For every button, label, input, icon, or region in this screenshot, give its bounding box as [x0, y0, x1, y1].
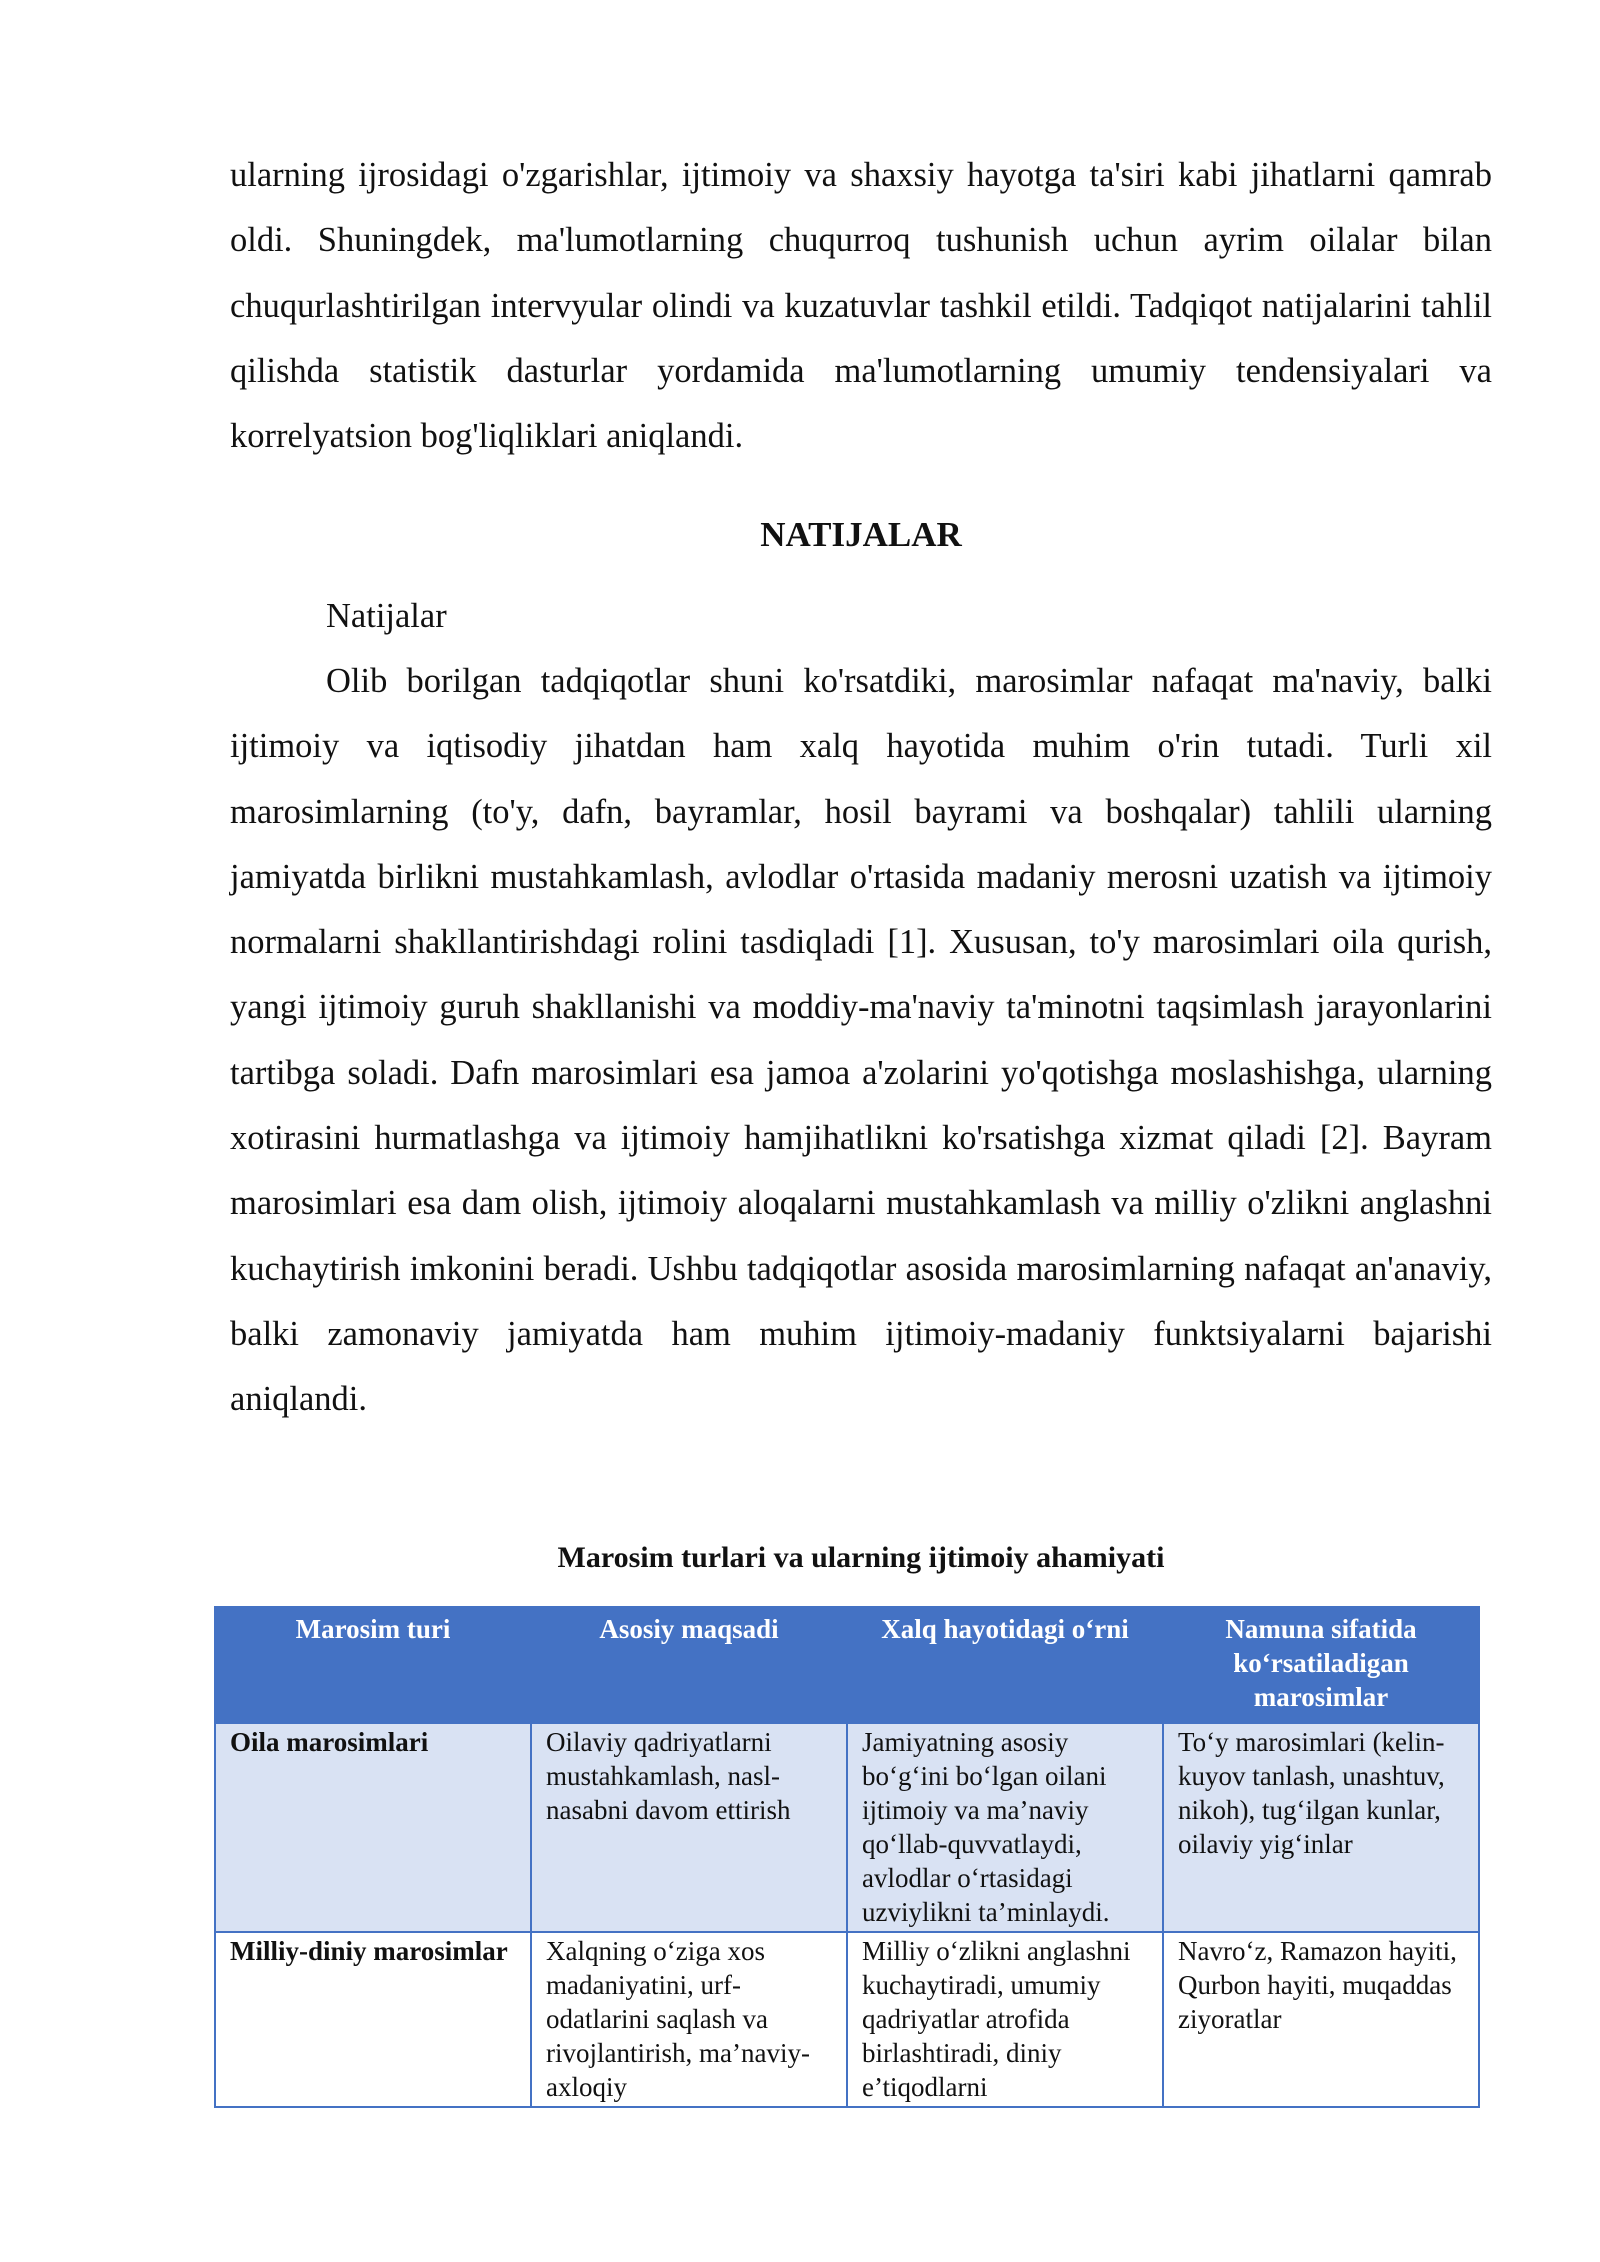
table-title: Marosim turlari va ularning ijtimoiy ahamiyati	[557, 1541, 1165, 1574]
table-header-cell: Namuna sifatida ko‘rsatiladigan marosimlar	[1163, 1607, 1479, 1723]
table-cell: Jamiyatning asosiy bo‘g‘ini bo‘lgan oilani ijtimoiy va ma’naviy qo‘llab-quvvatlaydi, avlodlar o‘rtasidagi uzviylikni ta’minlaydi.	[847, 1723, 1163, 1932]
table-cell: Milliy o‘zlikni anglashni kuchaytiradi, umumiy qadriyatlar atrofida birlashtiradi, diniy e’tiqodlarni	[847, 1932, 1163, 2107]
table-header-cell: Marosim turi	[215, 1607, 531, 1723]
body-text-block-1	[230, 143, 1492, 469]
table-header-cell: Xalq hayotidagi o‘rni	[847, 1607, 1163, 1723]
table-cell: Oilaviy qadriyatlarni mustahkamlash, nasl-nasabni davom ettirish	[531, 1723, 847, 1932]
paragraph-1: ularning ijrosidagi o'zgarishlar, ijtimoiy va shaxsiy hayotga ta'siri kabi jihatlarni qamrab oldi. Shuningdek, ma'lumotlarning chuqurroq tushunish uchun ayrim oilalar bilan chuqurlashtirilgan intervyular olindi va kuzatuvlar tashkil etildi. Tadqiqot natijalarini tahlil qilishda statistik dasturlar yordamida ma'lumotlarning umumiy tendensiyalari va korrelyatsion bog'liqliklari aniqlandi.	[230, 156, 1492, 456]
table-cell: Xalqning o‘ziga xos madaniyatini, urf-odatlarini saqlash va rivojlantirish, ma’naviy-axloqiy	[531, 1932, 847, 2107]
table-cell: To‘y marosimlari (kelin-kuyov tanlash, unashtuv, nikoh), tug‘ilgan kunlar, oilaviy yig‘inlar	[1163, 1723, 1479, 1932]
table-row	[215, 1723, 1479, 1932]
ceremony-table	[214, 1606, 1480, 2108]
paragraph-2: Olib borilgan tadqiqotlar shuni ko'rsatdiki, marosimlar nafaqat ma'naviy, balki ijtimoiy va iqtisodiy jihatdan ham xalq hayotida muhim o'rin tutadi. Turli xil marosimlarning (to'y, dafn, bayramlar, hosil bayrami va boshqalar) tahlili ularning jamiyatda birlikni mustahkamlash, avlodlar o'rtasida madaniy merosni uzatish va ijtimoiy normalarni shakllantirishdagi rolini tasdiqladi [1]. Xususan, to'y marosimlari oila qurish, yangi ijtimoiy guruh shakllanishi va moddiy-ma'naviy ta'minotni taqsimlash jarayonlarini tartibga soladi. Dafn marosimlari esa jamoa a'zolarini yo'qotishga moslashishga, ularning xotirasini hurmatlashga va ijtimoiy hamjihatlikni ko'rsatishga xizmat qiladi [2]. Bayram marosimlari esa dam olish, ijtimoiy aloqalarni mustahkamlash va milliy o'zlikni anglashni kuchaytirish imkonini beradi. Ushbu tadqiqotlar asosida marosimlarning nafaqat an'anaviy, balki zamonaviy jamiyatda ham muhim ijtimoiy-madaniy funktsiyalarni bajarishi aniqlandi.	[230, 662, 1492, 1419]
subheading: Natijalar	[326, 597, 447, 635]
table-row	[215, 1932, 1479, 2107]
table-header-cell: Asosiy maqsadi	[531, 1607, 847, 1723]
section-heading: NATIJALAR	[760, 515, 962, 554]
table-cell: Milliy-diniy marosimlar	[215, 1932, 531, 2107]
table-cell: Oila marosimlari	[215, 1723, 531, 1932]
table-cell: Navro‘z, Ramazon hayiti, Qurbon hayiti, muqaddas ziyoratlar	[1163, 1932, 1479, 2107]
table-header-row	[215, 1607, 1479, 1723]
body-text-block-2	[230, 649, 1492, 1433]
